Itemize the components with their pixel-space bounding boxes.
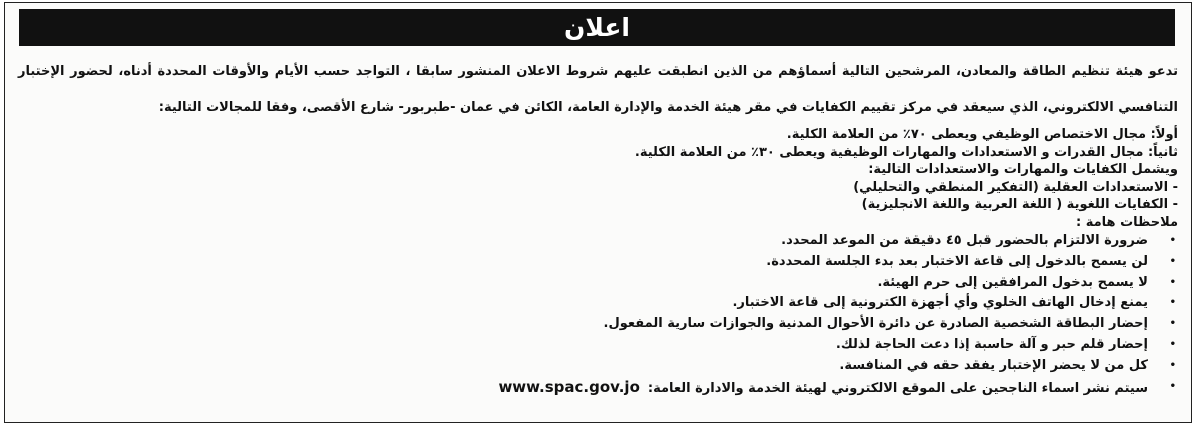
- notes-heading: ملاحظات هامة :: [1076, 214, 1178, 230]
- website-link[interactable]: www.spac.gov.jo: [498, 377, 640, 396]
- field-first: أولاً: مجال الاختصاص الوظيفي ويعطى ٧٠٪ من العلامة الكلية.: [786, 127, 1178, 142]
- note-text: سيتم نشر اسماء الناجحين على الموقع الالكتروني لهيئة الخدمة والادارة العامة:: [647, 380, 1148, 396]
- bullet-icon: •: [1169, 235, 1176, 246]
- list-item: [18, 377, 1178, 400]
- field-includes: ويشمل الكفايات والمهارات والاستعدادات التالية:: [868, 162, 1178, 177]
- note-text: لن يسمح بالدخول إلى قاعة الاختبار بعد بدء الجلسة المحددة.: [766, 253, 1148, 269]
- announcement-body: [18, 54, 1178, 399]
- list-item: [18, 273, 1178, 294]
- list-item: [18, 252, 1178, 273]
- list-item: [18, 231, 1178, 252]
- notes-list: [18, 231, 1178, 399]
- bullet-icon: •: [1169, 359, 1176, 371]
- bullet-icon: •: [1169, 338, 1176, 350]
- announcement-title-bar: [19, 9, 1175, 46]
- announcement-title: اعلان: [564, 13, 630, 42]
- note-text: يمنع إدخال الهاتف الخلوي وأي أجهزة الكترونية إلى قاعة الاختبار.: [732, 295, 1148, 311]
- note-text: ضرورة الالتزام بالحضور قبل ٤٥ دقيقة من الموعد المحدد.: [781, 233, 1148, 248]
- field-second: ثانياً: مجال القدرات و الاستعدادات والمهارات الوظيفية ويعطى ٣٠٪ من العلامة الكلية.: [634, 144, 1178, 160]
- note-text: كل من لا يحضر الإختبار يفقد حقه في المنافسة.: [839, 357, 1148, 373]
- bullet-icon: •: [1169, 297, 1176, 309]
- bullet-icon: •: [1169, 380, 1176, 392]
- bullet-icon: •: [1169, 276, 1176, 288]
- bullet-icon: •: [1169, 318, 1176, 330]
- note-text: إحضار البطاقة الشخصية الصادرة عن دائرة الأحوال المدنية والجوازات سارية المفعول.: [603, 316, 1148, 332]
- field-language: - الكفايات اللغوية ( اللغة العربية واللغة الانجليزية): [861, 197, 1178, 212]
- note-text: إحضار قلم حبر و آلة حاسبة إذا دعت الحاجة لذلك.: [835, 336, 1148, 352]
- field-mental: - الاستعدادات العقلية (التفكير المنطقي والتحليلي): [853, 179, 1178, 195]
- list-item: [18, 314, 1178, 335]
- intro-paragraph: تدعو هيئة تنظيم الطاقة والمعادن، المرشحين التالية أسماؤهم من الذين انطبقت عليهم شروط الاعلان المنشور سابقا ، التواجد حسب الأيام والأوقات المحددة أدناه، لحضور الإختبار التنافسي الالكتروني، الذي سيعقد في مركز تقييم الكفايات في مقر هيئة الخدمة والإدارة العامة، الكائن في عمان -طبربور- شارع الأقصى، وفقا للمجالات التالية:: [18, 64, 1178, 115]
- list-item: [18, 356, 1178, 377]
- bullet-icon: •: [1169, 255, 1176, 267]
- note-text: لا يسمح بدخول المرافقين إلى حرم الهيئة.: [877, 274, 1148, 290]
- list-item: [18, 335, 1178, 356]
- list-item: [18, 293, 1178, 314]
